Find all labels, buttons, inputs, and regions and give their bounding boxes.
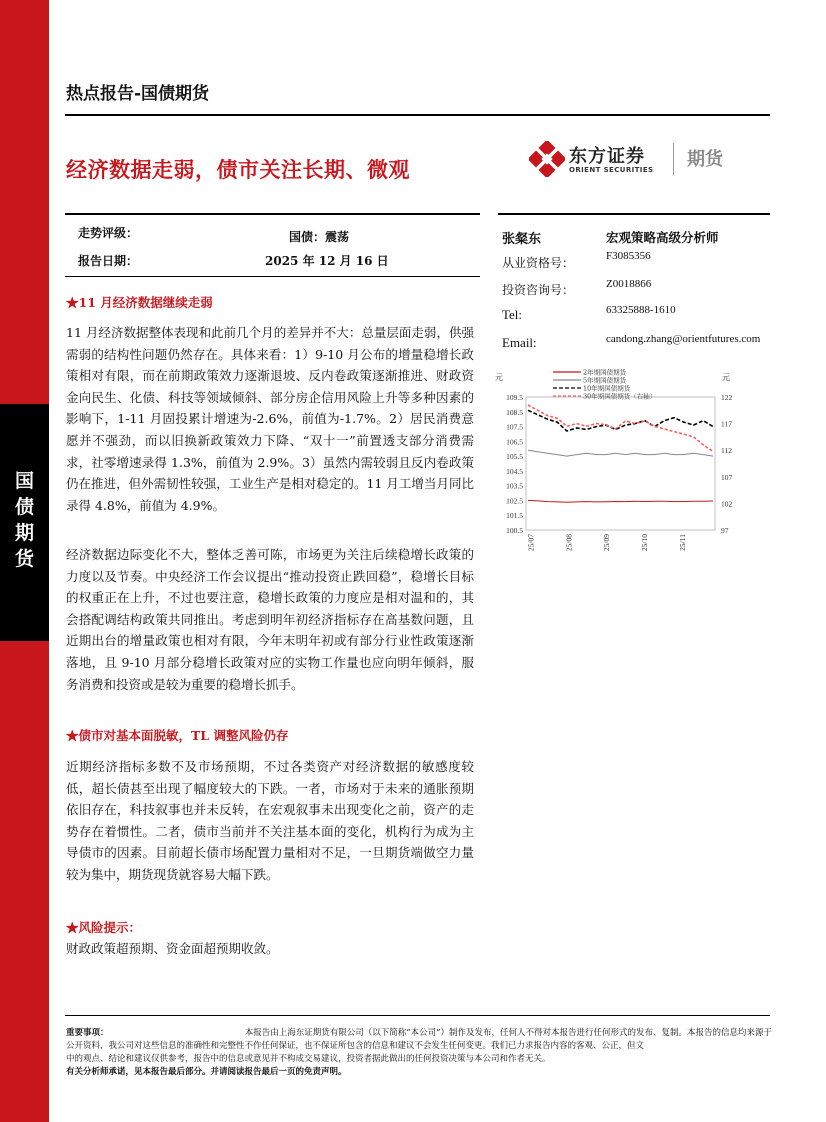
info-top-rule xyxy=(65,213,480,215)
right-tick-label: 102 xyxy=(721,499,733,509)
rating-value: 国债：震荡 xyxy=(289,230,350,244)
left-tick-label: 107.5 xyxy=(506,422,523,432)
logo-subname: 期货 xyxy=(687,149,723,170)
date-label: 报告日期： xyxy=(78,254,139,268)
footer-line: 本报告由上海东证期货有限公司（以下简称“本公司”）制作及发布，任何人不得对本报告进行任何形式的发布、复制。本报告的信息均来源于 xyxy=(244,1028,772,1038)
sidebar-char: 货 xyxy=(14,548,34,570)
analyst-top-rule xyxy=(498,213,770,215)
footer-line: 公开资料，我公司对这些信息的准确性和完整性不作任何保证，也不保证所包含的信息和建议不会发生任何变更。我们已力求报告内容的客观、公正，但文 xyxy=(66,1041,645,1051)
footer-disclaimer xyxy=(66,1027,772,1079)
right-tick-label: 122 xyxy=(721,393,733,402)
series-line xyxy=(528,410,713,431)
right-tick-label: 117 xyxy=(721,419,732,429)
logo-name: 东方证券 xyxy=(569,146,645,167)
section-heading: ★风险提示： xyxy=(66,920,142,935)
paragraph-text: 经济数据边际变化不大，整体乏善可陈，市场更为关注后续稳增长政策的力度以及节奏。中央经济工作会议提出“推动投资止跌回稳”，稳增长目标的权重正在上升，不过也要注意，稳增长政策的力度应是相对温和的，其会搭配调结构政策共同推出。考虑到明年初经济指标存在高基数问题，且近期出台的增量政策也相对有限，今年末明年初或有部分行业性政策逐渐落地，且 9-10 月部分稳增长政策对应的实物工作量也应向明年倾斜，服务消费和投资或是较为重要的稳增长抓手。 xyxy=(66,547,474,692)
legend-label: 10年期国债期货 xyxy=(583,384,631,393)
left-tick-label: 102.5 xyxy=(506,496,523,506)
plot-frame xyxy=(526,397,715,530)
legend-label: 5年期国债期货 xyxy=(583,376,627,385)
bond-futures-chart xyxy=(493,367,783,577)
tel-value: 63325888-1610 xyxy=(606,304,676,316)
email-label: Email: xyxy=(502,335,537,350)
logo-english: ORIENT SECURITIES xyxy=(569,166,654,174)
section-heading: ★11 月经济数据继续走弱 xyxy=(66,295,213,310)
right-tick-label: 107 xyxy=(721,472,733,482)
left-tick-label: 101.5 xyxy=(506,511,523,521)
paragraph xyxy=(66,938,474,960)
paragraph-text: 近期经济指标多数不及市场预期，不过各类资产对经济数据的敏感度较低，超长债甚至出现了幅度较大的下跌。一者，市场对于未来的通胀预期依旧存在，科技叙事也并未反转，在宏观叙事未出现变化之前，资产的走势存在着惯性。二者，债市当前并不关注基本面的变化，机构行为成为主导债市的因素。目前超长债市场配置力量相对不足，一旦期货端做空力量较为集中，期货现货就容易大幅下跌。 xyxy=(66,759,474,882)
analyst-name: 张粲东 xyxy=(502,232,542,247)
section-heading: ★债市对基本面脱敏，TL 调整风险仍存 xyxy=(66,728,289,743)
footer-line: 中的观点、结论和建议仅供参考，报告中的信息或意见并不构成交易建议，投资者据此做出的任何投资决策与本公司和作者无关。 xyxy=(66,1054,551,1064)
right-tick-label: 97 xyxy=(721,526,729,535)
left-tick-label: 104.5 xyxy=(506,466,523,476)
x-tick-label: 25/09 xyxy=(602,534,612,552)
left-tick-label: 100.5 xyxy=(506,526,523,535)
header-divider xyxy=(65,114,770,116)
legend-label: 2年期国债期货 xyxy=(583,368,627,377)
paragraph-text: 财政政策超预期、资金面超预期收敛。 xyxy=(66,941,279,956)
series-line xyxy=(528,450,713,456)
right-tick-label: 112 xyxy=(721,446,732,456)
email-link[interactable]: candong.zhang@orientfutures.com xyxy=(606,333,761,345)
x-tick-label: 25/11 xyxy=(677,534,687,551)
paragraph-text: 11 月经济数据整体表现和此前几个月的差异并不大：总量层面走弱，供强需弱的结构性问题仍然存在。具体来看：1）9-10 月公布的增量稳增长政策相对有限，而在前期政策效力逐渐退坡、反内卷政策逐渐推进、财政资金向民生、化债、科技等领域倾斜、部分房企信用风险上升等多种因素的影响下，1-11 月固投累计增速为-2.6%，前值为-1.7%。2）居民消费意愿并不强劲，而以旧换新政策效力下降、“双十一”前置透支部分消费需求，社零增速录得 1.3%，前值为 2.9%。3）虽然内需较弱且反内卷政策仍在推进，但外需韧性较强，工业生产是相对稳定的。11 月工增当月同比录得 4.8%，前值为 4.9%。 xyxy=(66,325,474,513)
sidebar-char: 期 xyxy=(14,522,34,544)
consult-value: Z0018866 xyxy=(606,278,652,290)
series-line xyxy=(528,500,713,502)
right-axis-unit: 元 xyxy=(722,373,730,382)
left-tick-label: 106.5 xyxy=(506,437,523,447)
left-tick-label: 108.5 xyxy=(506,407,523,417)
date-value: 2025 年 12 月 16 日 xyxy=(265,254,389,268)
footer-label: 重要事项： xyxy=(66,1028,109,1038)
x-tick-label: 25/10 xyxy=(639,534,649,552)
x-tick-label: 25/07 xyxy=(526,534,536,552)
sidebar-label xyxy=(0,468,49,572)
left-tick-label: 103.5 xyxy=(506,481,523,491)
series-line xyxy=(528,405,713,451)
report-title: 经济数据走弱，债市关注长期、微观 xyxy=(66,158,410,182)
company-logo xyxy=(527,137,747,183)
rating-label: 走势评级： xyxy=(78,226,139,240)
cert-label: 从业资格号： xyxy=(502,256,575,270)
x-tick-label: 25/08 xyxy=(564,534,574,552)
footer-line: 有关分析师承诺，见本报告最后部分。并请阅读报告最后一页的免责声明。 xyxy=(66,1067,347,1077)
tel-label: Tel: xyxy=(502,307,523,322)
left-tick-label: 109.5 xyxy=(506,393,523,402)
cert-value: F3085356 xyxy=(606,250,651,262)
logo-divider xyxy=(673,143,674,175)
footer-divider xyxy=(65,1015,770,1016)
legend-label: 30年期国债期货（右轴） xyxy=(583,392,657,401)
left-axis-unit: 元 xyxy=(495,373,503,382)
paragraph xyxy=(66,756,474,886)
sidebar-char: 债 xyxy=(14,496,34,518)
report-category: 热点报告-国债期货 xyxy=(66,84,210,104)
sidebar-char: 国 xyxy=(14,470,34,492)
left-tick-label: 105.5 xyxy=(506,452,523,462)
logo-mark-icon xyxy=(529,141,565,177)
analyst-title: 宏观策略高级分析师 xyxy=(606,230,719,245)
consult-label: 投资咨询号： xyxy=(502,283,575,297)
paragraph xyxy=(66,322,474,516)
paragraph xyxy=(66,544,474,695)
info-bottom-rule xyxy=(65,276,480,277)
